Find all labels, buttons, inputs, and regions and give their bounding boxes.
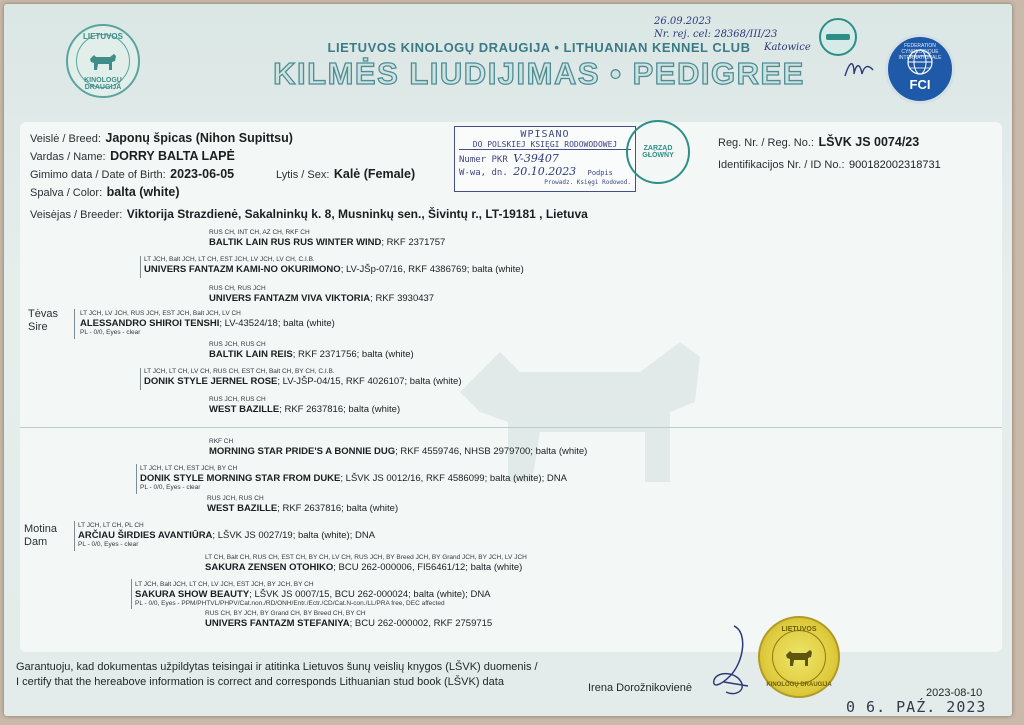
bracket <box>136 464 137 494</box>
stamp-line5: Prowadz. Księgi Rodowod. <box>544 179 631 186</box>
ancestor-dam-dam: LT JCH, Balt JCH, LT CH, LV JCH, EST JCH, BY JCH, BY CH SAKURA SHOW BEAUTY; LŠVK JS 0007/15, BCU 262-000024; balta (white); DNA PL - 0/0, Eyes - PPM/PHTVL/PHPV/Cat.non./RD/ONH/Entr./Ectr./CD/Cat.N-con./LL/PRA free, DEC affected <box>135 581 491 607</box>
color-label: Spalva / Color: <box>30 187 103 199</box>
color-value: balta (white) <box>106 185 180 199</box>
certification-text <box>16 660 656 690</box>
stamp-date-label: W-wa, dn. <box>459 168 508 178</box>
ancestor-sire-dam-dam: RUS JCH, RUS CH WEST BAZILLE; RKF 2637816; balta (white) <box>209 396 401 415</box>
ancestor-dam-sire-sire: RKF CH MORNING STAR PRIDE'S A BONNIE DUG; RKF 4559746, NHSB 2979700; balta (white) <box>209 438 588 457</box>
ancestor-dam-dam-dam: RUS CH, BY JCH, BY Grand CH, BY Breed CH, BY CH UNIVERS FANTAZM STEFANIYA; BCU 262-000002, RKF 2759715 <box>205 610 493 629</box>
org-line: LIETUVOS KINOLOGŲ DRAUGIJA • LITHUANIAN KENNEL CLUB <box>327 40 751 55</box>
seal-text-top: LIETUVOS <box>781 626 817 633</box>
bracket <box>74 521 75 551</box>
sire-label <box>28 308 58 334</box>
kennel-club-seal <box>758 616 840 698</box>
breeder-value: Viktorija Strazdienė, Sakalninkų k. 8, Musninkų sen., Šivintų r., LT-19181 , Lietuva <box>126 207 588 221</box>
bracket <box>74 309 75 339</box>
id-label: Identifikacijos Nr. / ID No.: <box>718 159 845 171</box>
ancestor-dam-dam-sire: LT CH, Balt CH, RUS CH, EST CH, BY CH, LV CH, RUS JCH, BY Breed JCH, BY Grand JCH, BY JCH, LV JCH SAKURA ZENSEN OTOHIKO; BCU 262-000006, FI56461/12; balta (white) <box>205 554 527 573</box>
ancestor-sire-dam-sire: RUS JCH, RUS CH BALTIK LAIN REIS; RKF 2371756; balta (white) <box>209 341 414 360</box>
sire-label-lt: Tėvas <box>28 308 58 320</box>
document-title: KILMĖS LIUDIJIMAS • PEDIGREE <box>273 56 805 91</box>
ancestor-dam: LT JCH, LT CH, PL CH ARČIAU ŠIRDIES AVANTIŪRA; LŠVK JS 0027/19; balta (white); DNA PL - 0/0, Eyes - clear <box>78 522 376 548</box>
sex-field <box>276 165 415 183</box>
dam-label-en: Dam <box>24 536 48 548</box>
sex-label: Lytis / Sex: <box>276 169 330 181</box>
handwritten-reg: Nr. rej. cel: 28368/III/23 <box>654 29 778 40</box>
id-value: 900182002318731 <box>849 159 941 171</box>
stamp-line1: WPISANO <box>520 129 570 140</box>
small-round-stamp-icon <box>819 18 857 56</box>
handwritten-city: Katowice <box>764 42 811 53</box>
name-value: DORRY BALTA LAPĖ <box>110 149 235 163</box>
registry-stamp <box>454 126 636 192</box>
breed-label: Veislė / Breed: <box>30 133 101 145</box>
sire-dam-divider <box>20 427 1002 428</box>
reg-field <box>718 133 919 151</box>
name-field <box>30 147 235 165</box>
breed-field <box>30 129 293 147</box>
ancestor-dam-sire: LT JCH, LT CH, EST JCH, BY CH DONIK STYLE MORNING STAR FROM DUKE; LŠVK JS 0012/16, RKF 4586099; balta (white); DNA PL - 0/0, Eyes - clear <box>140 465 567 491</box>
handwritten-date: 26.09.2023 <box>654 16 712 27</box>
ancestor-sire: LT JCH, LV JCH, RUS JCH, EST JCH, Balt JCH, LV CH ALESSANDRO SHIROI TENSHI; LV-43524/18; balta (white) PL - 0/0, Eyes - clear <box>80 310 335 336</box>
stamp-date-value: 20.10.2023 <box>513 165 577 178</box>
ancestor-dam-sire-dam: RUS JCH, RUS CH WEST BAZILLE; RKF 2637816; balta (white) <box>207 495 399 514</box>
signer-name: Irena Dorožnikovienė <box>588 682 692 694</box>
reg-value: LŠVK JS 0074/23 <box>818 135 920 149</box>
sex-value: Kalė (Female) <box>333 167 416 181</box>
breed-value: Japonų špicas (Nihon Supittsu) <box>105 131 293 145</box>
ancestor-sire-dam: LT JCH, LT CH, LV CH, RUS CH, EST CH, Balt CH, BY CH, C.I.B. DONIK STYLE JERNEL ROSE; LV-JŠP-04/15, RKF 4026107; balta (white) <box>144 368 462 387</box>
certification-en: I certify that the hereabove information is correct and corresponds Lithuanian stud book (LŠVK) data <box>16 676 504 688</box>
received-date-stamp: 0 6. PAŹ. 2023 <box>846 698 987 716</box>
pedigree-document <box>4 4 1012 716</box>
dam-label <box>24 523 57 549</box>
bracket <box>131 579 132 609</box>
dam-label-lt: Motina <box>24 523 58 535</box>
stamp-pkr-value: V-39407 <box>513 152 559 165</box>
dog-icon <box>86 49 120 73</box>
fci-ring-text: FEDERATION CYNOLOGIQUE INTERNATIONALE <box>898 43 942 61</box>
ancestor-sire-sire: LT JCH, Balt JCH, LT CH, EST JCH, LV JCH, LV CH, C.I.B. UNIVERS FANTAZM KAMI-NO OKURIMONO; LV-JŠp-07/16, RKF 4386769; balta (white) <box>144 256 524 275</box>
seal-dog-icon <box>782 645 816 669</box>
ancestor-sire-sire-sire: RUS CH, INT CH, AZ CH, RKF CH BALTIK LAIN RUS RUS WINTER WIND; RKF 2371757 <box>209 229 446 248</box>
lkd-logo <box>66 24 140 98</box>
reg-label: Reg. Nr. / Reg. No.: <box>718 137 814 149</box>
issue-date: 2023-08-10 <box>926 687 983 699</box>
lkd-logo-text-top: LIETUVOS <box>82 32 123 41</box>
sire-label-en: Sire <box>28 321 48 333</box>
seal-text-bottom: KINOLOGŲ DRAUGIJA <box>766 682 832 688</box>
id-field <box>718 155 941 173</box>
breeder-label: Veisėjas / Breeder: <box>30 209 123 221</box>
name-label: Vardas / Name: <box>30 151 106 163</box>
color-field <box>30 183 180 201</box>
stamp-sign-label: Podpis <box>587 169 613 177</box>
dob-label: Gimimo data / Date of Birth: <box>30 169 166 181</box>
signature-top-icon <box>842 56 876 82</box>
bracket <box>140 368 141 390</box>
ancestor-sire-sire-dam: RUS CH, RUS JCH UNIVERS FANTAZM VIVA VIKTORIA; RKF 3930437 <box>209 285 435 304</box>
stamp-line2: DO POLSKIEJ KSIĘGI RODOWODOWEJ <box>459 140 631 150</box>
certification-lt: Garantuoju, kad dokumentas užpildytas teisingai ir atitinka Lietuvos šunų veislių knygos (LŠVK) duomenis / <box>16 661 538 673</box>
lkd-logo-text-bottom: KINOLOGŲ DRAUGIJA <box>84 77 122 91</box>
stamp-pkr-label: Numer PKR <box>459 155 508 165</box>
signature-icon <box>704 622 756 702</box>
dob-field <box>30 165 234 183</box>
bracket <box>140 256 141 278</box>
fci-logo <box>885 34 955 104</box>
round-stamp <box>626 120 690 184</box>
breeder-field <box>30 205 588 223</box>
round-stamp-text: ZARZĄD GŁÓWNY <box>642 145 674 159</box>
dob-value: 2023-06-05 <box>170 167 235 181</box>
fci-text: FCI <box>909 76 931 92</box>
